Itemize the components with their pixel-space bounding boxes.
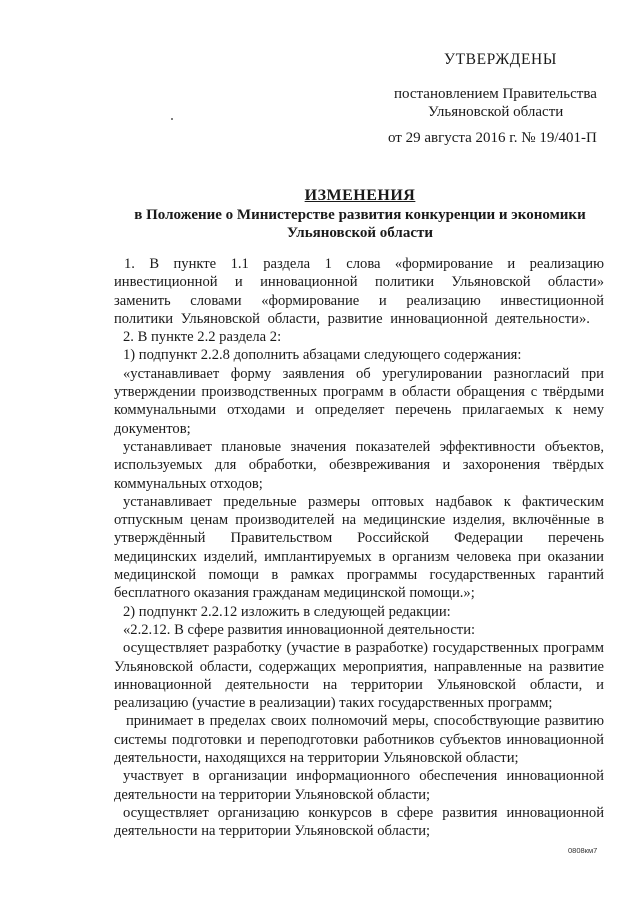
paragraph-programs: осуществляет разработку (участие в разработке) государственных программ Ульяновской области, содержащих мероприятия, направленные на развитие инновационной деятельности на территории Ульяновской области, и реализацию (участие в реализации) таких государственных программ; bbox=[114, 640, 604, 712]
paragraph-training: принимает в пределах своих полномочий меры, способствующие развитию системы подготовки и переподготовки работников субъектов инновационной деятельности, находящихся на территории Ульяновской области; bbox=[114, 713, 604, 767]
approval-block bbox=[0, 0, 640, 180]
approval-title: УТВЕРЖДЕНЫ bbox=[444, 51, 557, 68]
approval-region-line: Ульяновской области bbox=[428, 104, 564, 120]
paragraph-subitem-2: 2) подпункт 2.2.12 изложить в следующей редакции: bbox=[123, 603, 451, 620]
paragraph-subitem-1: 1) подпункт 2.2.8 дополнить абзацами следующего содержания: bbox=[123, 347, 522, 364]
paragraph-indicators: устанавливает плановые значения показателей эффективности объектов, используемых для обработки, обезвреживания и захоронения твёрдых коммунальных отходов; bbox=[114, 438, 604, 492]
paragraph-markups: устанавливает предельные размеры оптовых надбавок к фактическим отпускным ценам производителей на медицинские изделия, включённые в утверждённый Правительством Российской Федерации перечень медицинских изделий, имплантируемых в организм человека при оказании медицинской помощи в рамках программы государственных гарантий бесплатного оказания гражданам медицинской помощи.»; bbox=[114, 493, 604, 602]
document-body bbox=[114, 255, 604, 841]
document-subtitle: в Положение о Министерстве развития конкуренции и экономики Ульяновской области bbox=[134, 207, 586, 241]
document-code: 0808км7 bbox=[568, 846, 598, 855]
paragraph-information: участвует в организации информационного обеспечения инновационной деятельности на территории Ульяновской области; bbox=[114, 768, 604, 803]
document-title bbox=[100, 187, 620, 205]
approval-decree-line: постановлением Правительства bbox=[394, 86, 597, 102]
paragraph-2-2-12: «2.2.12. В сфере развития инновационной деятельности: bbox=[123, 621, 476, 638]
document-title-text: ИЗМЕНЕНИЯ bbox=[304, 187, 416, 204]
paragraph-item-2: 2. В пункте 2.2 раздела 2: bbox=[123, 329, 282, 346]
paragraph-quote-start: «устанавливает форму заявления об урегулировании разногласий при утверждении производственных программ в области обращения с твёрдыми коммунальными отходами и определяет перечень прилагаемых к нему документов; bbox=[114, 365, 604, 437]
scan-dot bbox=[171, 118, 173, 120]
approval-date-number-line: от 29 августа 2016 г. № 19/401-П bbox=[388, 130, 597, 146]
paragraph-item-1: 1. В пункте 1.1 раздела 1 слова «формирование и реализацию инвестиционной и инновационной политики Ульяновской области» заменить словами «формирование и реализацию инвестиционной политики Ульяновской области, развитие инновационной деятельности». bbox=[114, 256, 604, 327]
paragraph-contests: осуществляет организацию конкурсов в сфере развития инновационной деятельности на территории Ульяновской области; bbox=[114, 804, 604, 840]
